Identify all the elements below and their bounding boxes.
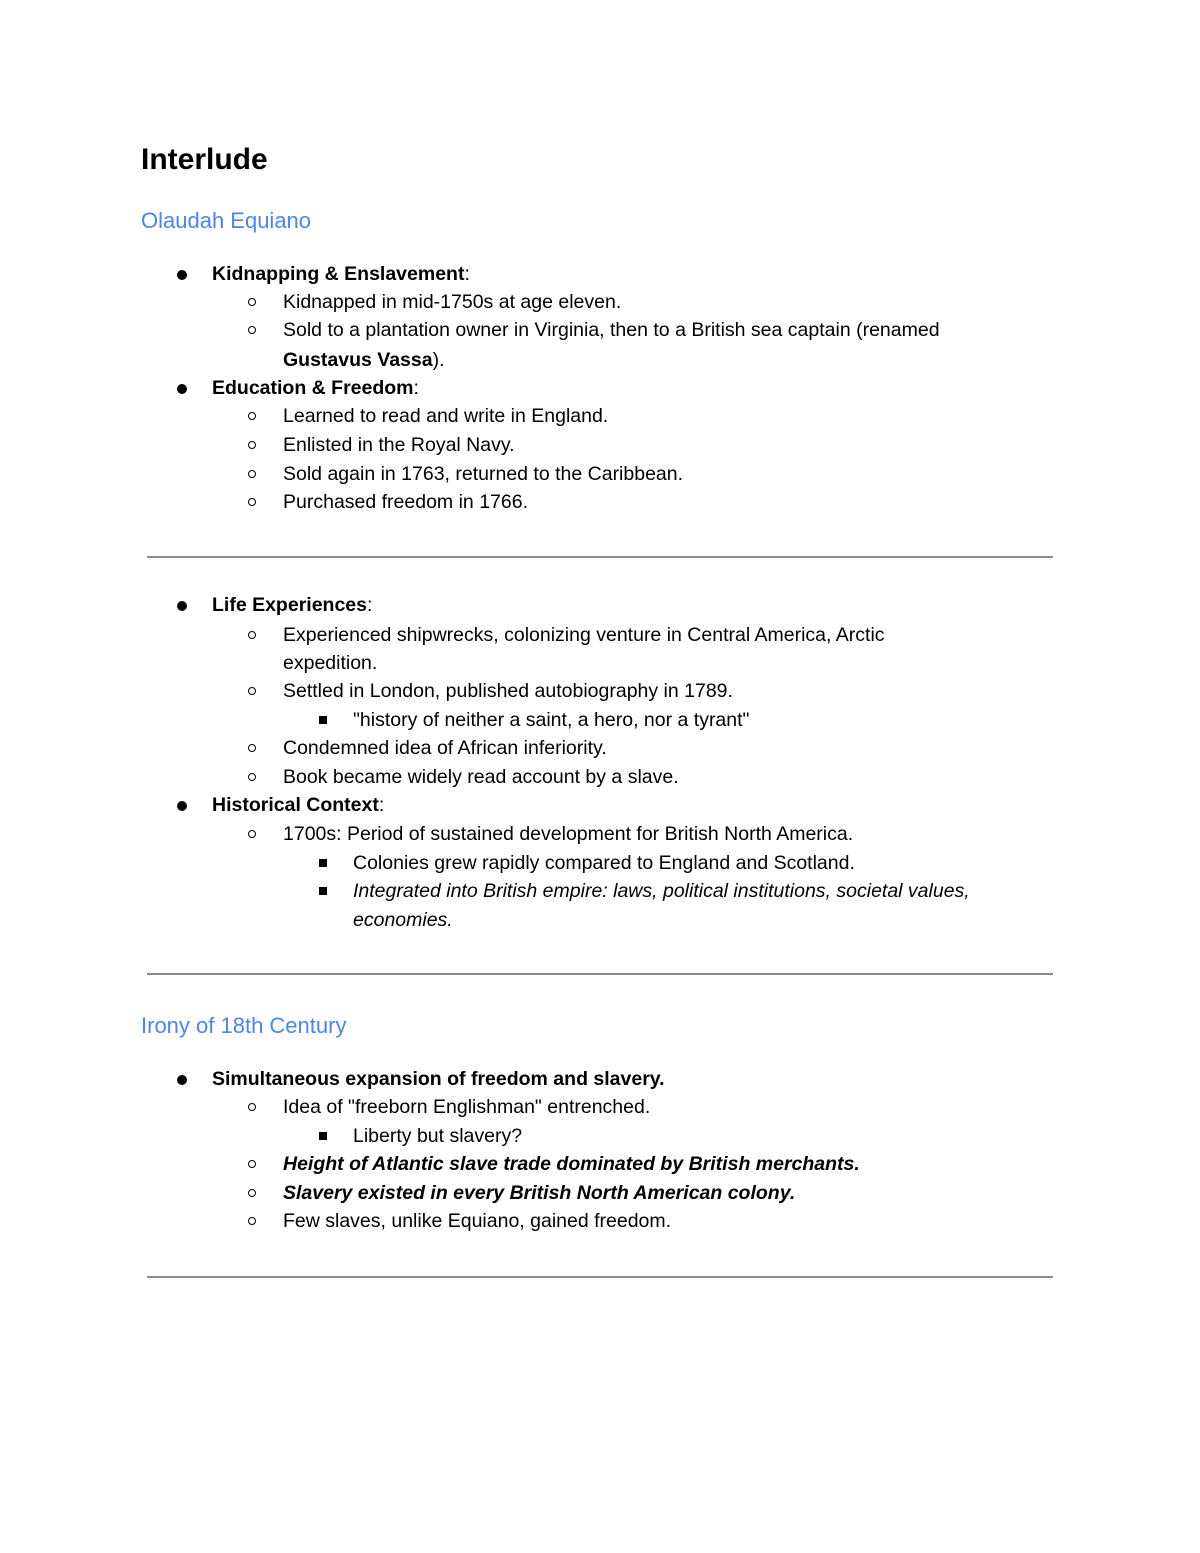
bullet-circle-icon [248,773,256,781]
list-item-label: Kidnapping & Enslavement [212,263,465,285]
list-item: Condemned idea of African inferiority. [283,737,607,759]
bullet-circle-icon [248,1217,256,1225]
list-item-continuation [283,346,445,374]
list-item: Enlisted in the Royal Navy. [283,434,515,456]
list-item: Kidnapped in mid-1750s at age eleven. [283,291,622,313]
list-item-main: Simultaneous expansion of freedom and slavery. [212,1068,665,1090]
list-item-continuation: economies. [353,909,453,931]
list-item-kidnapping [212,260,470,288]
list-item: Purchased freedom in 1766. [283,491,528,513]
list-item: Settled in London, published autobiography in 1789. [283,680,733,702]
list-item: Height of Atlantic slave trade dominated by British merchants. [283,1153,860,1175]
bullet-disc-icon [177,384,187,394]
bullet-circle-icon [248,326,256,334]
bullet-circle-icon [248,470,256,478]
list-item-life-experiences [212,591,372,619]
bullet-circle-icon [248,687,256,695]
bullet-square-icon [319,716,327,724]
section-heading-irony: Irony of 18th Century [141,1013,347,1038]
list-item: Slavery existed in every British North American colony. [283,1182,796,1204]
list-item: Sold again in 1763, returned to the Caribbean. [283,463,684,485]
bullet-disc-icon [177,270,187,280]
list-item: Sold to a plantation owner in Virginia, then to a British sea captain (renamed [283,319,940,341]
list-item: Few slaves, unlike Equiano, gained freedom. [283,1210,672,1232]
bullet-square-icon [319,859,327,867]
list-item: 1700s: Period of sustained development for British North America. [283,823,854,845]
bullet-circle-icon [248,498,256,506]
list-item: Integrated into British empire: laws, political institutions, societal values, [353,880,970,902]
list-item: Learned to read and write in England. [283,405,609,427]
list-item: Idea of "freeborn Englishman" entrenched. [283,1096,651,1118]
bullet-square-icon [319,887,327,895]
bullet-disc-icon [177,601,187,611]
bullet-circle-icon [248,298,256,306]
list-item-label: Historical Context [212,794,379,816]
bullet-circle-icon [248,441,256,449]
list-item-colon: : [378,794,385,816]
list-item: Liberty but slavery? [353,1125,523,1147]
bullet-circle-icon [248,1189,256,1197]
horizontal-divider [147,556,1053,558]
list-item: Experienced shipwrecks, colonizing venture in Central America, Arctic [283,624,885,646]
list-item: Book became widely read account by a slave. [283,766,679,788]
list-item-continuation: expedition. [283,652,378,674]
horizontal-divider [147,1276,1053,1278]
list-item: Colonies grew rapidly compared to England and Scotland. [353,852,855,874]
bullet-circle-icon [248,631,256,639]
bullet-circle-icon [248,744,256,752]
list-item-colon: : [367,594,373,616]
list-item-quote: "history of neither a saint, a hero, nor a tyrant" [353,709,750,731]
list-item-label: Education & Freedom [212,377,414,399]
list-item-colon: : [413,377,419,399]
bullet-circle-icon [248,1160,256,1168]
list-item-label: Life Experiences [212,594,367,616]
bullet-disc-icon [177,801,187,811]
list-item-colon: : [464,263,470,285]
list-item-historical-context [212,791,384,819]
renamed-name: Gustavus Vassa [283,349,433,371]
bullet-circle-icon [248,412,256,420]
bullet-square-icon [319,1132,327,1140]
document-title: Interlude [141,143,268,176]
section-heading-olaudah-equiano: Olaudah Equiano [141,208,312,233]
bullet-circle-icon [248,1103,256,1111]
renamed-tail: ). [432,349,445,371]
bullet-disc-icon [177,1075,187,1085]
horizontal-divider [147,973,1053,975]
bullet-circle-icon [248,830,256,838]
list-item-education [212,374,419,402]
